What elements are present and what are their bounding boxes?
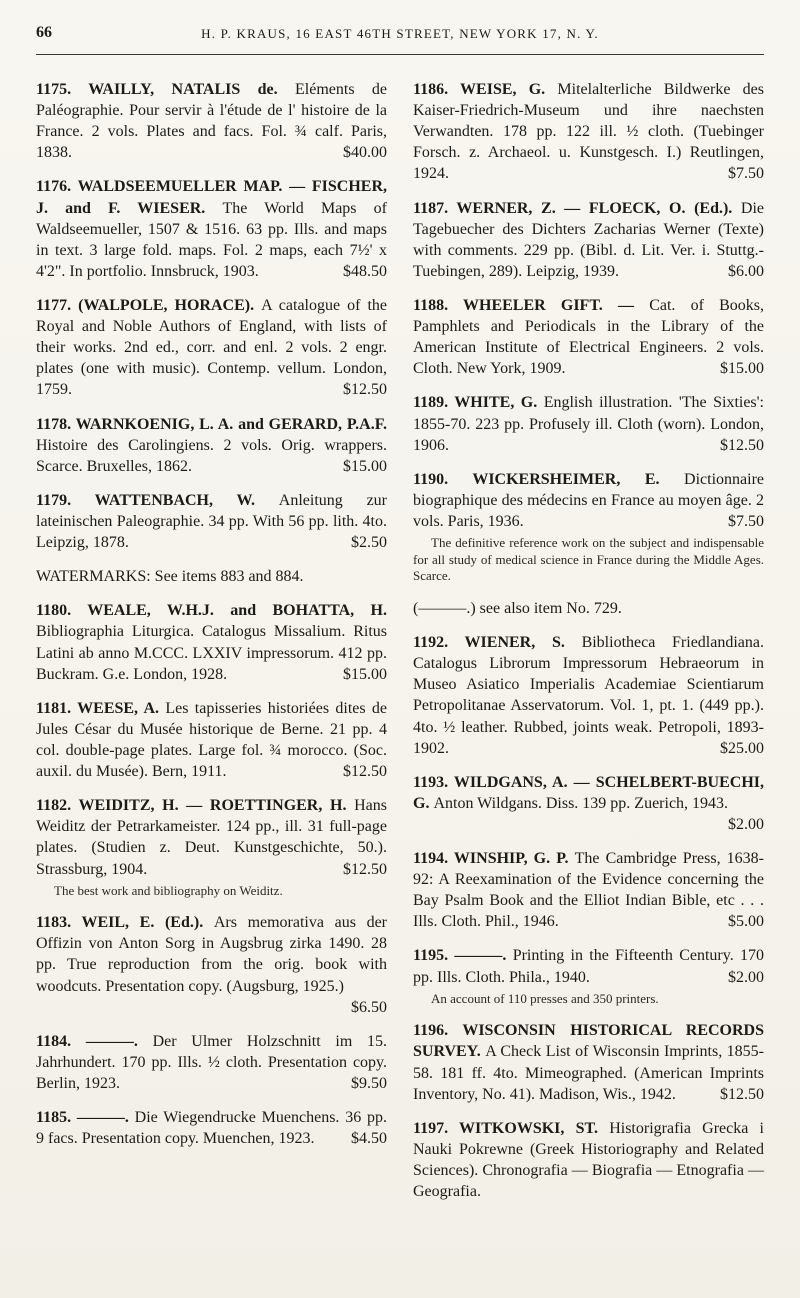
entry-price: $12.50 bbox=[343, 763, 387, 781]
entry-text bbox=[36, 600, 387, 684]
entry-text bbox=[36, 795, 387, 879]
catalog-entry bbox=[413, 632, 764, 759]
entry-text bbox=[413, 469, 764, 532]
entry-price: $12.50 bbox=[343, 860, 387, 878]
catalog-columns bbox=[36, 79, 764, 1215]
entry-price: $15.00 bbox=[343, 665, 387, 683]
entry-body: Hans Weiditz der Petrarkameister. 124 pp., ill. 31 full-page plates. (Studien z. Deut. Kunstgeschichte, 50.). Strassburg, 1904. bbox=[36, 797, 387, 878]
entry-price: $5.00 bbox=[728, 913, 764, 931]
catalog-entry bbox=[413, 79, 764, 185]
entry-lead: 1194. WINSHIP, G. P. bbox=[413, 850, 575, 868]
entry-lead: 1196. WISCONSIN HISTORICAL RECORDS SURVEY. bbox=[413, 1022, 764, 1061]
entry-body: English illustration. 'The Sixties': 1855-70. 223 pp. Profusely ill. Cloth (worn). London, 1906. bbox=[413, 394, 764, 454]
entry-body: WATERMARKS: See items 883 and 884. bbox=[36, 568, 304, 586]
entry-text bbox=[36, 295, 387, 401]
entry-body: Les tapisseries historiées dites de Jules César du Musée historique de Berne. 21 pp. 4 col. double-page plates. Large fol. ¾ morocco. (Soc. auxil. du Musée). Bern, 1911. bbox=[36, 699, 387, 781]
catalog-entry bbox=[36, 414, 387, 477]
entry-text bbox=[36, 490, 387, 553]
catalog-entry bbox=[36, 600, 387, 684]
entry-lead: 1185. ———. bbox=[36, 1109, 135, 1127]
entry-lead: 1177. (WALPOLE, HORACE). bbox=[36, 296, 262, 314]
entry-body: Der Ulmer Holzschnitt im 15. Jahrhundert. 170 pp. Ills. ½ cloth. Presentation copy. Berlin, 1923. bbox=[36, 1032, 387, 1092]
entry-text bbox=[36, 176, 387, 282]
catalog-entry bbox=[36, 698, 387, 782]
header-rule bbox=[36, 54, 764, 55]
entry-body: (———.) see also item No. 729. bbox=[413, 599, 622, 617]
catalog-entry bbox=[36, 1031, 387, 1094]
entry-lead: 1195. ———. bbox=[413, 947, 513, 965]
catalog-entry bbox=[413, 598, 764, 619]
entry-price: $6.00 bbox=[728, 262, 764, 280]
entry-text bbox=[36, 1031, 387, 1094]
entry-body: Printing in the Fifteenth Century. 170 pp. Ills. Cloth. Phila., 1940. bbox=[413, 947, 764, 986]
page-header bbox=[36, 24, 764, 46]
entry-text bbox=[413, 598, 764, 619]
entry-body: Cat. of Books, Pamphlets and Periodicals in the Library of the American Institute of Electrical Engineers. 2 vols. Cloth. New York, 1909. bbox=[413, 296, 764, 378]
entry-body: Die Wiegendrucke Muenchens. 36 pp. 9 facs. Presentation copy. Muenchen, 1923. bbox=[36, 1109, 387, 1148]
entry-text bbox=[413, 198, 764, 282]
entry-lead: 1186. WEISE, G. bbox=[413, 81, 558, 98]
entry-body: A catalogue of the Royal and Noble Authors of England, with lists of their works. 2nd ed., corr. and enl. 2 vols. 2 engr. plates (one with music). Contemp. vellum. London, 1759. bbox=[36, 296, 388, 399]
entry-lead: 1183. WEIL, E. (Ed.). bbox=[36, 914, 214, 932]
entry-text bbox=[413, 1020, 764, 1104]
running-title: H. P. KRAUS, 16 EAST 46TH STREET, NEW YORK 17, N. Y. bbox=[201, 26, 599, 41]
entry-text bbox=[413, 1118, 764, 1202]
entry-lead: 1182. WEIDITZ, H. — ROETTINGER, H. bbox=[36, 797, 355, 815]
catalog-entry bbox=[36, 566, 387, 587]
entry-price: $15.00 bbox=[720, 360, 764, 378]
entry-lead: 1187. WERNER, Z. — FLOECK, O. (Ed.). bbox=[413, 199, 741, 217]
entry-lead: 1188. WHEELER GIFT. — bbox=[413, 296, 650, 314]
entry-body: The World Maps of Waldseemueller, 1507 & 1516. 63 pp. Ills. and maps in text. 3 large fold. maps. Fol. 2 maps, each 7½' x 4'2". In portfolio. Innsbruck, 1903. bbox=[36, 199, 387, 280]
entry-price: $40.00 bbox=[343, 144, 387, 162]
catalog-entry bbox=[36, 795, 387, 899]
entry-lead: 1192. WIENER, S. bbox=[413, 634, 582, 652]
catalog-entry bbox=[413, 469, 764, 585]
entry-lead: 1190. WICKERSHEIMER, E. bbox=[413, 470, 685, 488]
catalog-entry bbox=[413, 848, 764, 932]
entry-lead: 1180. WEALE, W.H.J. and BOHATTA, H. bbox=[36, 602, 387, 620]
entry-text bbox=[413, 772, 764, 835]
entry-price: $7.50 bbox=[728, 165, 764, 183]
entry-lead: 1179. WATTENBACH, W. bbox=[36, 491, 279, 509]
catalog-entry bbox=[36, 1107, 387, 1149]
entry-lead: 1197. WITKOWSKI, ST. bbox=[413, 1119, 610, 1137]
entry-text bbox=[36, 698, 387, 782]
entry-text bbox=[413, 392, 764, 455]
entry-lead: 1184. ———. bbox=[36, 1032, 153, 1050]
catalog-entry bbox=[36, 912, 387, 1018]
entry-body: Bibliotheca Friedlandiana. Catalogus Librorum Impressorum Hebraeorum in Museo Asiatico Imperialis Academiae Scientiarum Petropolitanae Asservatorum. Vol. 1, pt. 1. (449 pp.). 4to. ½ leather. Rubbed, joints weak. Petropoli, 1893-1902. bbox=[413, 634, 765, 757]
entry-lead: 1181. WEESE, A. bbox=[36, 699, 166, 717]
entry-price: $12.50 bbox=[720, 436, 764, 454]
catalog-entry bbox=[413, 198, 764, 282]
column-left bbox=[36, 79, 387, 1215]
entry-body: Ars memorativa aus der Offizin von Anton Sorg in Augsbrug zirka 1490. 28 pp. True reproduction from the orig. book with woodcuts. Presentation copy. (Augsburg, 1925.) bbox=[36, 914, 388, 995]
entry-body: Histoire des Carolingiens. 2 vols. Orig. wrappers. Scarce. Bruxelles, 1862. bbox=[36, 436, 387, 475]
catalog-entry bbox=[413, 392, 764, 455]
entry-note: An account of 110 presses and 350 printers. bbox=[431, 990, 659, 1006]
catalog-entry bbox=[413, 295, 764, 379]
entry-lead: 1178. WARNKOENIG, L. A. and GERARD, P.A.F. bbox=[36, 415, 387, 433]
entry-price: $2.00 bbox=[728, 968, 764, 986]
entry-body: Anton Wildgans. Diss. 139 pp. Zuerich, 1943. bbox=[433, 794, 729, 812]
entry-body: Eléments de Paléographie. Pour servir à l'étude de l' histoire de la France. 2 vols. Plates and facs. Fol. ¾ calf. Paris, 1838. bbox=[36, 81, 387, 162]
entry-text bbox=[413, 295, 764, 379]
entry-body: Mitelalterliche Bildwerke des Kaiser-Friedrich-Museum und ihre naechsten Verwandten. 178 pp. 122 ill. ½ cloth. (Tuebinger Forsch. z. Archaeol. u. Kunstgesch. I.) Reutlingen, 1924. bbox=[413, 81, 764, 183]
entry-text bbox=[36, 414, 387, 477]
entry-lead: 1189. WHITE, G. bbox=[413, 394, 544, 412]
entry-text bbox=[36, 912, 387, 1018]
catalog-entry bbox=[413, 945, 764, 1007]
entry-price: $2.00 bbox=[728, 815, 764, 833]
entry-body: Dictionnaire biographique des médecins en France au moyen âge. 2 vols. Paris, 1936. bbox=[413, 470, 764, 530]
entry-note: The best work and bibliography on Weiditz. bbox=[54, 882, 283, 898]
entry-text bbox=[413, 79, 764, 185]
entry-note: The definitive reference work on the subject and indispensable for all study of medical science in France during the Middle Ages. Scarce. bbox=[413, 535, 764, 584]
catalog-entry bbox=[413, 772, 764, 835]
entry-text bbox=[413, 848, 764, 932]
entry-body: A Check List of Wisconsin Imprints, 1855-58. 181 ff. 4to. Mimeographed. (American Imprints Inventory, No. 41). Madison, Wis., 1942. bbox=[413, 1043, 764, 1103]
entry-body: Bibliographia Liturgica. Catalogus Missalium. Ritus Latini ab anno M.CCC. LXXIV impressorum. 412 pp. Buckram. G.e. London, 1928. bbox=[36, 623, 387, 683]
catalog-entry bbox=[36, 176, 387, 282]
entry-text bbox=[36, 1107, 387, 1149]
entry-price: $9.50 bbox=[351, 1075, 387, 1092]
catalog-entry bbox=[413, 1118, 764, 1202]
catalog-entry bbox=[36, 490, 387, 553]
entry-body: The Cambridge Press, 1638-92: A Reexamination of the Evidence concerning the Bay Psalm Book and the Elliot Indian Bible, etc . . . Ills. Cloth. Phil., 1946. bbox=[413, 850, 765, 931]
entry-lead: 1176. WALDSEEMUELLER MAP. — FISCHER, J. and F. WIESER. bbox=[36, 178, 387, 217]
entry-price: $4.50 bbox=[351, 1130, 387, 1148]
entry-lead: 1175. WAILLY, NATALIS de. bbox=[36, 81, 295, 98]
entry-text bbox=[36, 566, 387, 587]
entry-price: $48.50 bbox=[343, 262, 387, 280]
catalog-entry bbox=[36, 79, 387, 163]
entry-price: $2.50 bbox=[351, 534, 387, 552]
page-number: 66 bbox=[36, 24, 52, 41]
entry-price: $15.00 bbox=[343, 457, 387, 475]
entry-price: $6.50 bbox=[351, 998, 387, 1016]
column-right bbox=[413, 79, 764, 1215]
entry-price: $25.00 bbox=[720, 739, 764, 757]
entry-text bbox=[36, 79, 387, 163]
catalog-entry bbox=[36, 295, 387, 401]
entry-text bbox=[413, 632, 764, 759]
entry-price: $12.50 bbox=[720, 1085, 764, 1103]
entry-body: Anleitung zur lateinischen Paleographie. 34 pp. With 56 pp. lith. 4to. Leipzig, 1878. bbox=[36, 491, 387, 552]
entry-price: $7.50 bbox=[728, 512, 764, 530]
catalog-entry bbox=[413, 1020, 764, 1104]
entry-body: Die Tagebuecher des Dichters Zacharias Werner (Texte) with comments. 229 pp. (Bibl. d. Lit. Ver. i. Stuttg.-Tuebingen, 289). Leipzig, 1939. bbox=[413, 199, 764, 280]
entry-lead: 1193. WILDGANS, A. — SCHELBERT-BUECHI, G. bbox=[413, 773, 764, 812]
entry-body: Historigrafia Grecka i Nauki Pokrewne (Greek Historiography and Related Sciences). Chronografia — Biografia — Etnografia — Geografia. bbox=[413, 1119, 764, 1201]
entry-text bbox=[413, 945, 764, 987]
entry-price: $12.50 bbox=[343, 381, 387, 399]
